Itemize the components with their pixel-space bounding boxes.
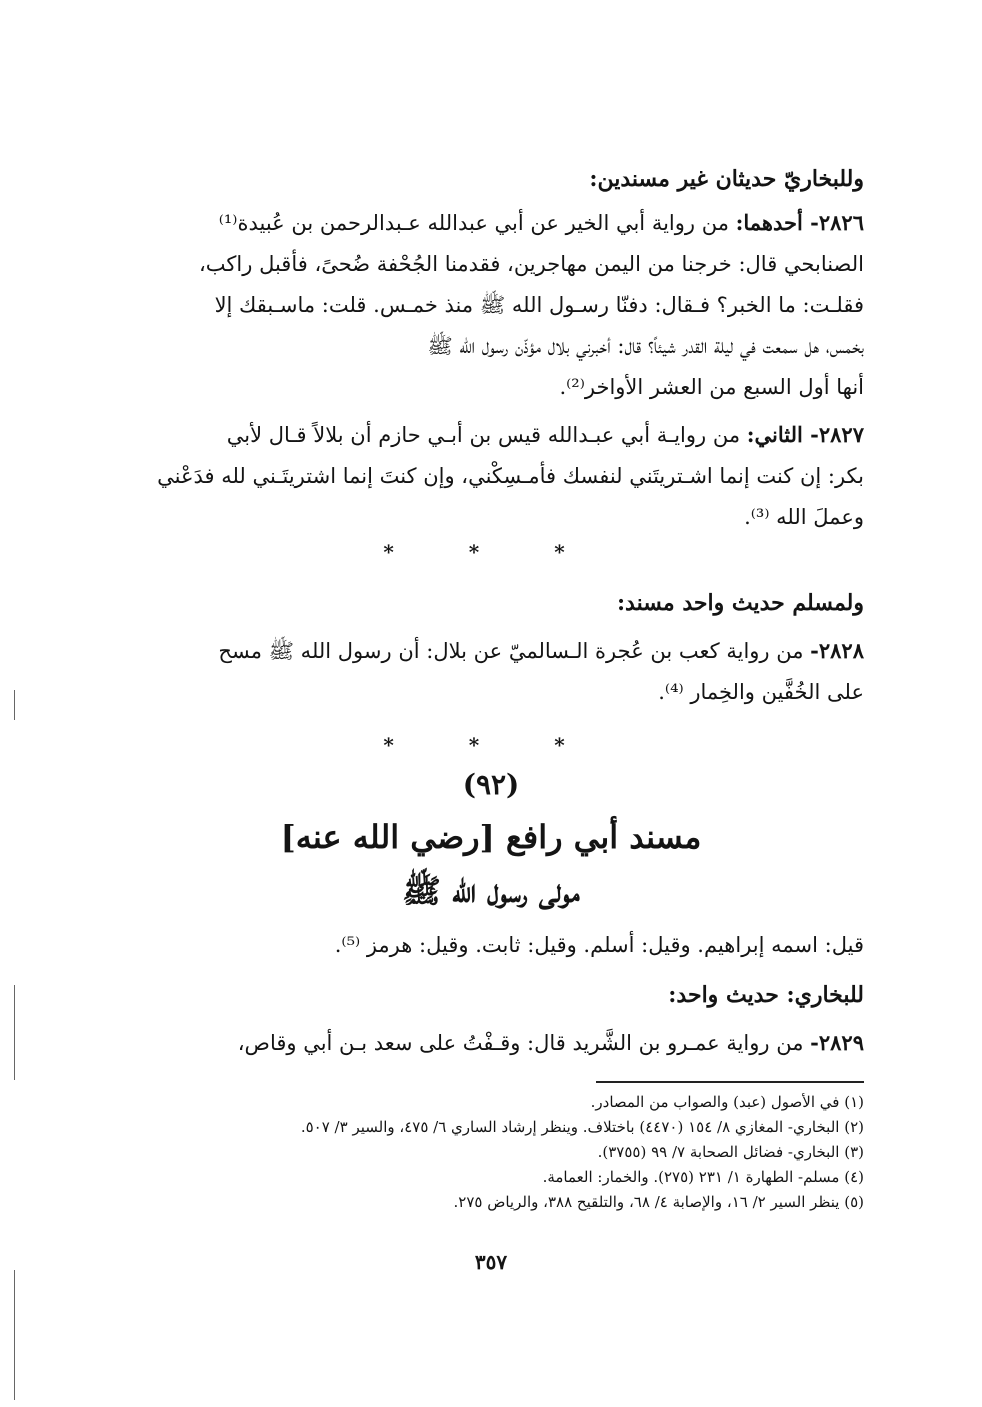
- hadith-number: ٢٨٢٩-: [810, 1030, 864, 1055]
- section-separator-stars: * * *: [383, 540, 599, 564]
- section-subtitle: مولى رسول الله ﷺ: [402, 872, 580, 910]
- hadith-line: بخمس، هل سمعت في ليلة القدر شيئاً؟ قال: أخبرني بلال مؤذّن رسول الله ﷺ: [427, 334, 864, 358]
- footnotes: [119, 1090, 864, 1215]
- hadith-line: وعملَ الله ⁽³⁾.: [744, 505, 864, 529]
- intro-bukhari: وللبخاريّ حديثان غير مسندين:: [589, 166, 864, 192]
- hadith-2826: [119, 202, 864, 408]
- hadith-number: ٢٨٢٦- أحدهما:: [735, 210, 864, 235]
- footnote: (٤) مسلم- الطهارة ١/ ٢٣١ (٢٧٥). والخمار: العمامة.: [542, 1168, 864, 1186]
- hadith-line: أنها أول السبع من العشر الأواخر⁽²⁾.: [559, 375, 864, 399]
- footnote: (٢) البخاري- المغازي ٨/ ١٥٤ (٤٤٧٠) باختلاف. وينظر إرشاد الساري ٦/ ٤٧٥، والسير ٣/ ٥٠٧.: [300, 1118, 864, 1136]
- footnote: (٣) البخاري- فضائل الصحابة ٧/ ٩٩ (٣٧٥٥).: [597, 1143, 864, 1161]
- hadith-line: من رواية عمـرو بن الشَّريد قال: وقـفْتُ على سعد بـن أبي وقاص،: [237, 1031, 804, 1055]
- scan-margin-mark: [14, 690, 15, 720]
- section-number: (٩٢): [462, 768, 520, 801]
- hadith-line: الصنابحي قال: خرجنا من اليمن مهاجرين، فقدمنا الجُحْفة ضُحىً، فأقبل راكب،: [199, 252, 864, 276]
- hadith-line: على الخُفَّين والخِمار ⁽⁴⁾.: [658, 680, 864, 704]
- footnote: (٥) ينظر السير ٢/ ١٦، والإصابة ٤/ ٦٨، والتلقيح ٣٨٨، والرياض ٢٧٥.: [453, 1193, 864, 1211]
- hadith-number: ٢٨٢٧- الثاني:: [746, 422, 864, 447]
- hadith-line: بكر: إن كنت إنما اشـتريتَني لنفسك فأمـسِكْني، وإن كنتَ إنما اشتريتَـني لله فدَعْني: [157, 464, 864, 488]
- hadith-number: ٢٨٢٨-: [810, 638, 864, 663]
- page-number: ٣٥٧: [474, 1250, 508, 1274]
- hadith-2829: [119, 1022, 864, 1064]
- hadith-line: فقلـت: ما الخبر؟ فـقال: دفنّا رسـول الله ﷺ منذ خمـس. قلت: ماسـبقك إلا: [214, 293, 864, 317]
- intro-muslim: ولمسلم حديث واحد مسند:: [616, 590, 864, 616]
- hadith-line: من روايـة أبي عبـدالله قيس بن أبـي حازم أن بلالاً قـال لأبي: [226, 423, 741, 447]
- scan-margin-mark: [14, 985, 15, 1080]
- hadith-line: من رواية أبي الخير عن أبي عبدالله عـبدالرحمن بن عُبيدة⁽¹⁾: [218, 211, 729, 235]
- scan-margin-mark: [14, 1270, 15, 1400]
- footnote-divider: [596, 1081, 864, 1083]
- abu-rafi-names: قيل: اسمه إبراهيم. وقيل: أسلم. وقيل: ثابت. وقيل: هرمز ⁽⁵⁾.: [334, 933, 864, 957]
- hadith-line: من رواية كعب بن عُجرة الـسالميّ عن بلال: أن رسول الله ﷺ مسح: [218, 639, 804, 663]
- footnote: (١) في الأصول (عبد) والصواب من المصادر.: [590, 1093, 864, 1111]
- section-separator-stars: * * *: [383, 733, 599, 757]
- section-title: مسند أبي رافع [رضي الله عنه]: [280, 818, 702, 856]
- intro-bukhari-2: للبخاري: حديث واحد:: [668, 982, 864, 1008]
- hadith-2827: [119, 414, 864, 538]
- hadith-2828: [119, 630, 864, 713]
